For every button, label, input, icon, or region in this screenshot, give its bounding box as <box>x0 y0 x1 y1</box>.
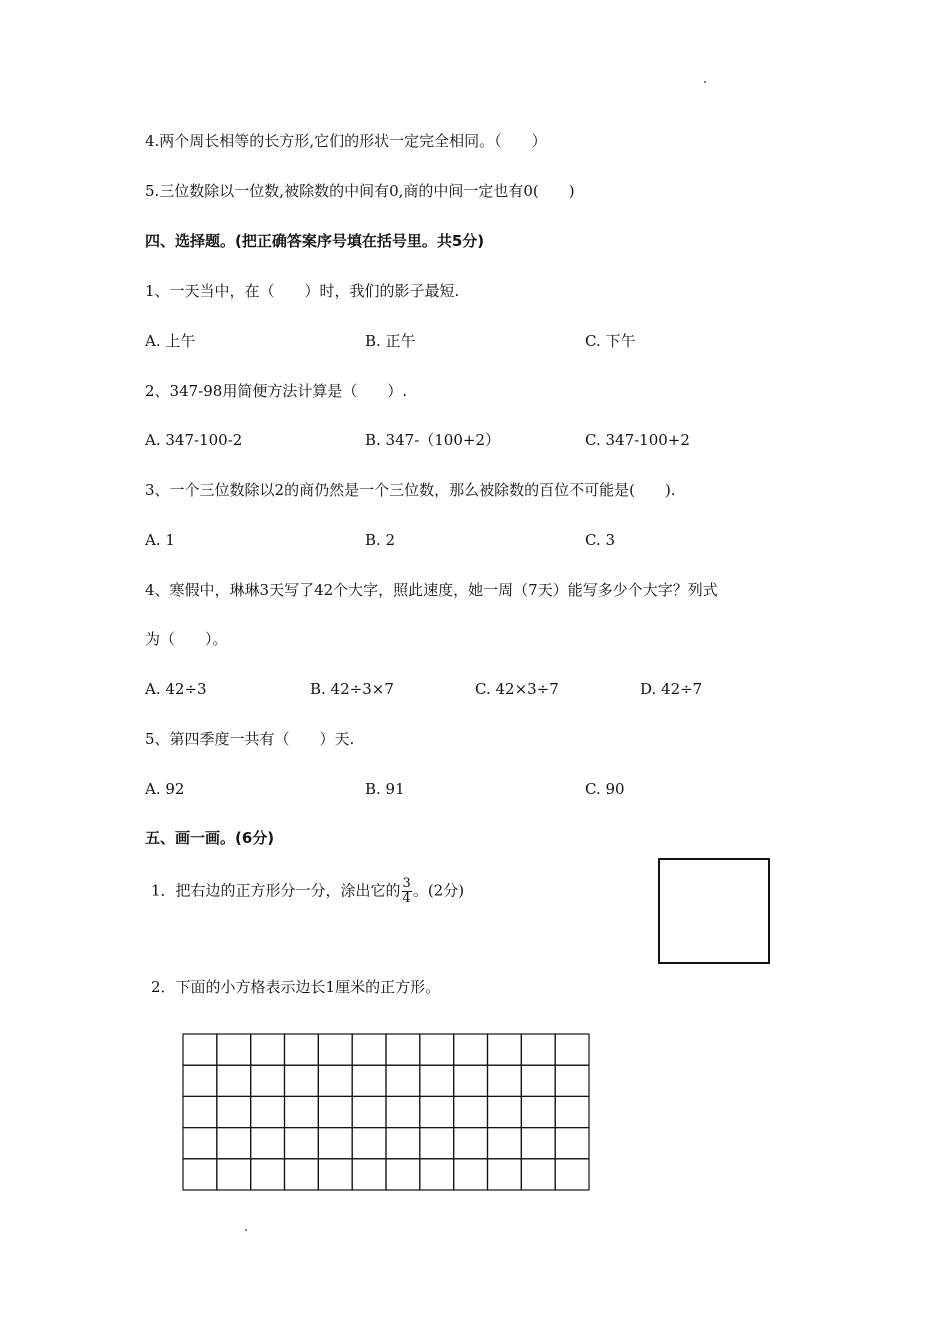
grid-cell <box>555 1034 589 1065</box>
grid-cell <box>285 1159 319 1190</box>
choice-question-2: 2、347-98用简便方法计算是（ ）. <box>145 382 408 400</box>
choice-1-option-b: B. 正午 <box>365 332 416 350</box>
choice-question-4-continued: 为（ ）。 <box>145 630 228 648</box>
choice-question-3: 3、一个三位数除以2的商仍然是一个三位数，那么被除数的百位不可能是( ). <box>145 481 676 499</box>
page-speck-bottom <box>245 1229 247 1231</box>
choice-4-option-d: D. 42÷7 <box>640 680 703 698</box>
choice-1-option-a: A. 上午 <box>145 332 196 350</box>
grid-cell <box>183 1096 217 1127</box>
grid-cell <box>454 1128 488 1159</box>
grid-cell <box>251 1096 285 1127</box>
fraction-denominator: 4 <box>402 891 411 906</box>
grid-cell <box>521 1034 555 1065</box>
grid-cell <box>217 1096 251 1127</box>
grid-cell <box>420 1128 454 1159</box>
judge-question-5: 5.三位数除以一位数,被除数的中间有0,商的中间一定也有0( ) <box>145 182 575 200</box>
grid-cell <box>454 1034 488 1065</box>
grid-cell <box>555 1159 589 1190</box>
grid-cell <box>318 1065 352 1096</box>
draw-question-1 <box>151 877 464 906</box>
grid-cell <box>420 1096 454 1127</box>
section-5-title: 五、画一画。(6分) <box>145 829 275 847</box>
page-speck-top <box>704 81 706 83</box>
choice-3-option-a: A. 1 <box>145 531 175 549</box>
grid-cell <box>488 1034 522 1065</box>
grid-cell <box>183 1065 217 1096</box>
choice-5-option-c: C. 90 <box>585 780 625 798</box>
grid-cell <box>555 1065 589 1096</box>
grid-cell <box>318 1096 352 1127</box>
section-4-title: 四、选择题。(把正确答案序号填在括号里。共5分) <box>145 232 485 250</box>
draw-question-1-points: 。(2分) <box>412 881 465 900</box>
grid-cell <box>352 1065 386 1096</box>
grid-cell <box>386 1159 420 1190</box>
grid-cell <box>454 1065 488 1096</box>
grid-cell <box>251 1128 285 1159</box>
grid-cell <box>521 1159 555 1190</box>
grid-cell <box>318 1159 352 1190</box>
choice-2-option-c: C. 347-100+2 <box>585 431 690 449</box>
grid-cell <box>488 1128 522 1159</box>
draw-question-1-text: 1．把右边的正方形分一分，涂出它的 <box>151 881 401 900</box>
grid-cell <box>285 1096 319 1127</box>
choice-question-5: 5、第四季度一共有（ ）天. <box>145 730 355 748</box>
choice-question-1: 1、一天当中，在（ ）时，我们的影子最短. <box>145 282 460 300</box>
grid-cell <box>183 1034 217 1065</box>
choice-4-option-c: C. 42×3÷7 <box>475 680 559 698</box>
grid-cell <box>352 1096 386 1127</box>
grid-cell <box>285 1065 319 1096</box>
grid-cell <box>285 1128 319 1159</box>
draw-question-2: 2．下面的小方格表示边长1厘米的正方形。 <box>151 978 441 996</box>
choice-2-option-a: A. 347-100-2 <box>145 431 243 449</box>
choice-4-option-a: A. 42÷3 <box>145 680 207 698</box>
grid-cell <box>386 1065 420 1096</box>
grid-cell <box>521 1096 555 1127</box>
choice-3-option-c: C. 3 <box>585 531 616 549</box>
choice-2-option-b: B. 347-（100+2） <box>365 431 501 449</box>
grid-cell <box>251 1034 285 1065</box>
judge-question-4: 4.两个周长相等的长方形,它们的形状一定完全相同。（ ） <box>145 132 547 150</box>
grid-cell <box>217 1128 251 1159</box>
choice-1-option-c: C. 下午 <box>585 332 636 350</box>
grid-cell <box>183 1128 217 1159</box>
grid-cell <box>217 1034 251 1065</box>
grid-cell <box>386 1034 420 1065</box>
grid-cell <box>521 1128 555 1159</box>
grid-cell <box>454 1159 488 1190</box>
grid-cell <box>352 1128 386 1159</box>
choice-5-option-a: A. 92 <box>145 780 185 798</box>
grid-cell <box>488 1159 522 1190</box>
grid-cell <box>555 1128 589 1159</box>
square-to-divide <box>658 858 770 964</box>
grid-cell <box>420 1065 454 1096</box>
grid-cell <box>386 1128 420 1159</box>
grid-cell <box>521 1065 555 1096</box>
grid-cell <box>285 1034 319 1065</box>
grid-cell <box>420 1159 454 1190</box>
grid-cell <box>352 1159 386 1190</box>
grid-cell <box>251 1065 285 1096</box>
grid-cell <box>386 1096 420 1127</box>
choice-3-option-b: B. 2 <box>365 531 396 549</box>
fraction-numerator: 3 <box>402 876 411 891</box>
grid-cell <box>217 1159 251 1190</box>
centimeter-grid <box>182 1033 590 1191</box>
grid-cell <box>217 1065 251 1096</box>
grid-cell <box>318 1128 352 1159</box>
grid-cell <box>488 1096 522 1127</box>
grid-cell <box>318 1034 352 1065</box>
grid-cell <box>352 1034 386 1065</box>
choice-question-4: 4、寒假中，琳琳3天写了42个大字，照此速度，她一周（7天）能写多少个大字？列式 <box>145 581 718 599</box>
grid-cell <box>251 1159 285 1190</box>
choice-5-option-b: B. 91 <box>365 780 405 798</box>
choice-4-option-b: B. 42÷3×7 <box>310 680 394 698</box>
grid-cell <box>488 1065 522 1096</box>
grid-cell <box>454 1096 488 1127</box>
grid-cell <box>555 1096 589 1127</box>
grid-cell <box>420 1034 454 1065</box>
grid-cell <box>183 1159 217 1190</box>
fraction-three-quarters <box>402 877 412 906</box>
